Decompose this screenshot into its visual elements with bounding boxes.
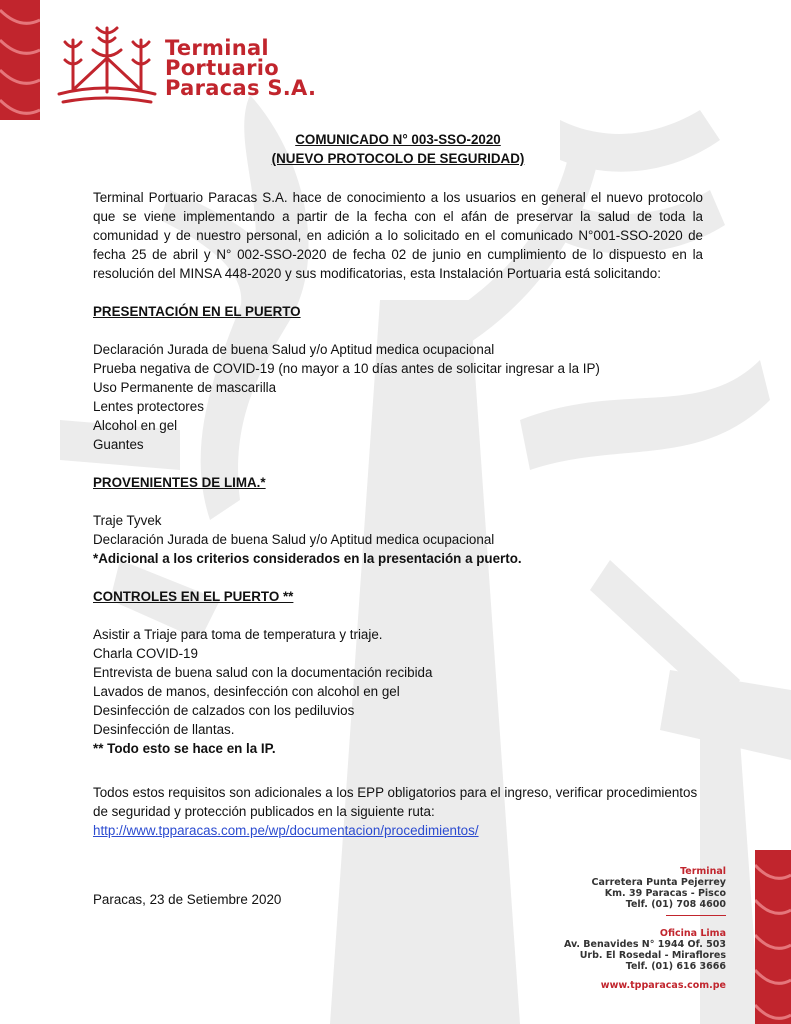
list-item: Desinfección de llantas. [93, 722, 235, 737]
list-item: Declaración Jurada de buena Salud y/o Aptitud medica ocupacional [93, 342, 495, 357]
office-address-line: Urb. El Rosedal - Miraflores [579, 950, 726, 961]
procedures-link[interactable]: http://www.tpparacas.com.pe/wp/documentacion/procedimientos/ [93, 823, 479, 838]
brand-line-1: Terminal [165, 36, 269, 60]
office-address-line: Av. Benavides N° 1944 Of. 503 [563, 939, 726, 950]
terminal-phone: Telf. (01) 708 4600 [625, 899, 726, 910]
document-subtitle: (NUEVO PROTOCOLO DE SEGURIDAD) [271, 151, 525, 166]
section-heading-controles: CONTROLES EN EL PUERTO ** [93, 589, 294, 604]
section-note: ** Todo esto se hace en la IP. [93, 741, 276, 756]
list-presentacion [93, 340, 703, 454]
terminal-contact-title: Terminal [680, 866, 726, 877]
office-contact-title: Oficina Lima [659, 928, 726, 939]
intro-paragraph: Terminal Portuario Paracas S.A. hace de conocimiento a los usuarios en general el nuevo protocolo que se viene implementando a partir de la fecha con el afán de preservar la salud de toda la comunidad y de nuestro personal, en adición a lo solicitado en el comunicado N°001-SSO-2020 de fecha 25 de abril y N° 002-SSO-2020 de fecha 02 de junio en cumplimiento de lo dispuesto en la resolución del MINSA 448-2020 y sus modificatorias, esta Instalación Portuaria está solicitando: [93, 190, 703, 281]
list-item: Uso Permanente de mascarilla [93, 380, 277, 395]
footer-divider [666, 915, 726, 916]
list-item: Traje Tyvek [93, 513, 162, 528]
terminal-address-line: Carretera Punta Pejerrey [591, 877, 726, 888]
list-item: Declaración Jurada de buena Salud y/o Aptitud medica ocupacional [93, 532, 495, 547]
list-item: Prueba negativa de COVID-19 (no mayor a 10 días antes de solicitar ingresar a la IP) [93, 361, 600, 376]
office-contact [564, 928, 726, 972]
list-item: Entrevista de buena salud con la documentación recibida [93, 665, 433, 680]
top-left-stripe-decoration [0, 0, 40, 120]
list-item: Desinfección de calzados con los pediluvios [93, 703, 355, 718]
list-item: Guantes [93, 437, 144, 452]
list-item: Alcohol en gel [93, 418, 178, 433]
list-controles [93, 625, 703, 758]
footer-website-link[interactable]: www.tpparacas.com.pe [600, 980, 726, 991]
bottom-right-stripe-decoration [755, 850, 791, 1024]
section-note: *Adicional a los criterios considerados en la presentación a puerto. [93, 551, 522, 566]
list-lima [93, 511, 703, 568]
brand-line-2: Portuario [165, 56, 280, 80]
company-wordmark [165, 38, 316, 98]
list-item: Lavados de manos, desinfección con alcohol en gel [93, 684, 400, 699]
section-heading-presentacion: PRESENTACIÓN EN EL PUERTO [93, 304, 301, 319]
closing-paragraph-block [93, 783, 703, 840]
list-item: Asistir a Triaje para toma de temperatura y triaje. [93, 627, 383, 642]
list-item: Lentes protectores [93, 399, 204, 414]
list-item: Charla COVID-19 [93, 646, 198, 661]
brand-line-3: Paracas S.A. [165, 76, 317, 100]
section-heading-lima: PROVENIENTES DE LIMA.* [93, 475, 266, 490]
office-phone: Telf. (01) 616 3666 [625, 961, 726, 972]
terminal-contact [592, 866, 726, 910]
closing-paragraph: Todos estos requisitos son adicionales a los EPP obligatorios para el ingreso, verificar procedimientos de seguridad y protección publicados en la siguiente ruta: [93, 785, 698, 819]
terminal-address-line: Km. 39 Paracas - Pisco [604, 888, 726, 899]
document-date: Paracas, 23 de Setiembre 2020 [93, 892, 282, 907]
document-body [93, 130, 703, 758]
document-title: COMUNICADO N° 003-SSO-2020 [295, 132, 501, 147]
